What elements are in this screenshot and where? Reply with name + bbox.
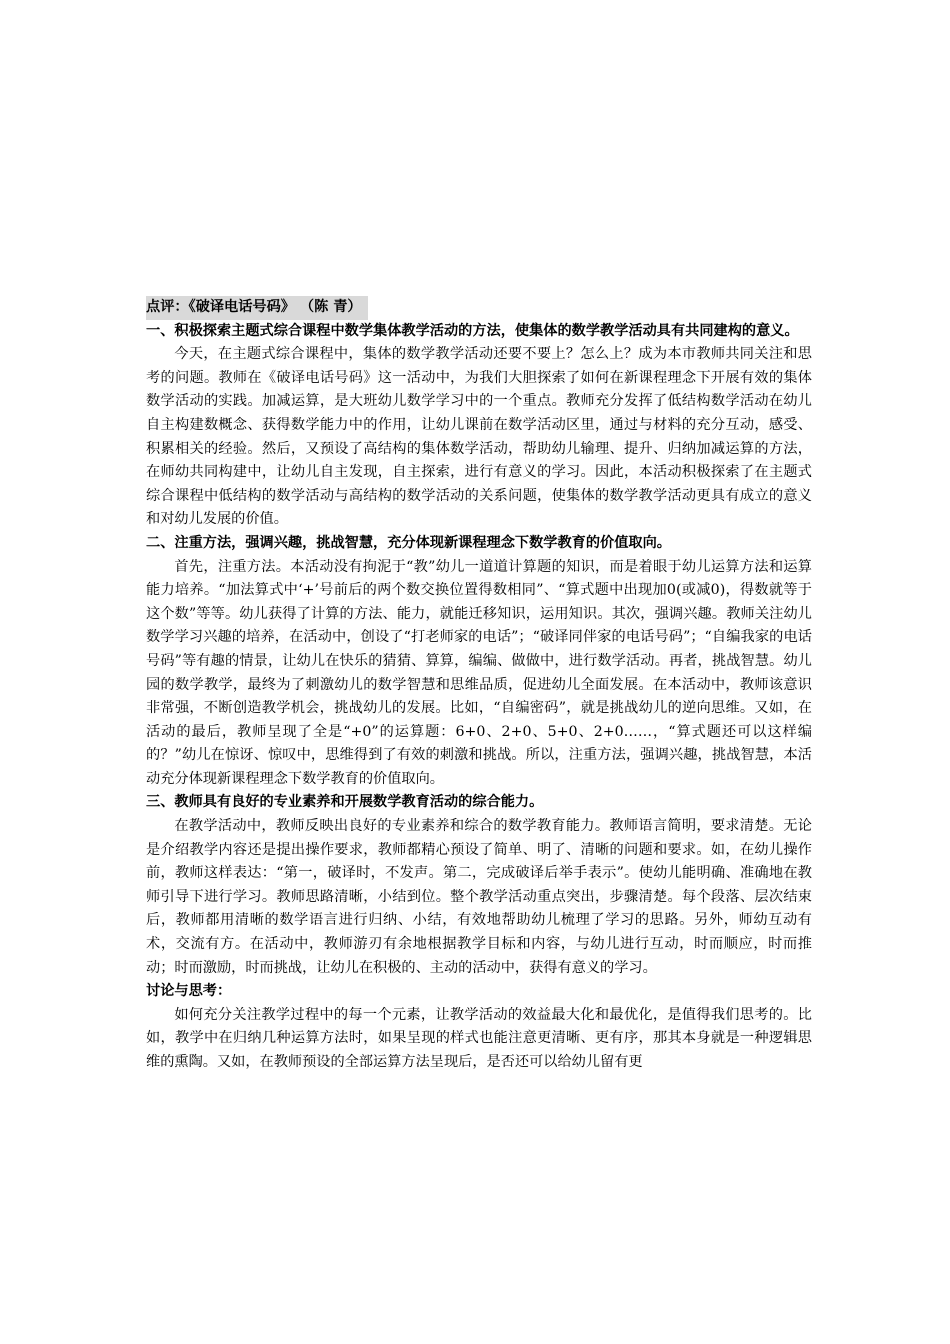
section-paragraph-3: 在教学活动中，教师反映出良好的专业素养和综合的数学教育能力。教师语言简明，要求清楚。无论是介绍教学内容还是提出操作要求，教师都精心预设了简单、明了、清晰的问题和要求。如，在幼儿操作前，教师这样表达：“第一，破译时，不发声。第二，完成破译后举手表示”。使幼儿能明确、准确地在教师引导下进行学习。教师思路清晰，小结到位。整个教学活动重点突出，步骤清楚。每个段落、层次结束后，教师都用清晰的数学语言进行归纳、小结，有效地帮助幼儿梳理了学习的思路。另外，师幼互动有术，交流有方。在活动中，教师游刃有余地根据教学目标和内容，与幼儿进行互动，时而顺应，时而推动；时而激励，时而挑战，让幼儿在积极的、主动的活动中，获得有意义的学习。 (146, 818, 812, 976)
section-heading-1: 一、积极探索主题式综合课程中数学集体教学活动的方法，使集体的数学教学活动具有共同建构的意义。 (146, 322, 799, 339)
discussion-paragraph: 如何充分关注教学过程中的每一个元素，让教学活动的效益最大化和最优化，是值得我们思考的。比如，教学中在归纳几种运算方法时，如果呈现的样式也能注意更清晰、更有序，那其本身就是一种逻辑思维的熏陶。又如，在教师预设的全部运算方法呈现后，是否还可以给幼儿留有更 (146, 1006, 812, 1070)
review-title: 点评：《破译电话号码》 （陈 青） (146, 296, 368, 320)
section-heading-3: 三、教师具有良好的专业素养和开展数学教育活动的综合能力。 (146, 794, 544, 811)
document-page (146, 296, 812, 1075)
section-paragraph-2: 首先，注重方法。本活动没有拘泥于“教”幼儿一道道计算题的知识，而是着眼于幼儿运算方法和运算能力培养。“加法算式中‘+’号前后的两个数交换位置得数相同”、“算式题中出现加0(或减0)，得数就等于这个数”等等。幼儿获得了计算的方法、能力，就能迁移知识，运用知识。其次，强调兴趣。教师关注幼儿数学学习兴趣的培养，在活动中，创设了“打老师家的电话”；“破译同伴家的电话号码”；“自编我家的电话号码”等有趣的情景，让幼儿在快乐的猜猜、算算，编编、做做中，进行数学活动。再者，挑战智慧。幼儿园的数学教学，最终为了刺激幼儿的数学智慧和思维品质，促进幼儿全面发展。在本活动中，教师该意识非常强，不断创造教学机会，挑战幼儿的发展。比如，“自编密码”，就是挑战幼儿的逆向思维。又如，在活动的最后，教师呈现了全是“+0”的运算题：6+0、2+0、5+0、2+0……，“算式题还可以这样编的？”幼儿在惊讶、惊叹中，思维得到了有效的刺激和挑战。所以，注重方法，强调兴趣，挑战智慧，本活动充分体现新课程理念下数学教育的价值取向。 (146, 558, 812, 787)
section-paragraph-1: 今天，在主题式综合课程中，集体的数学教学活动还要不要上？怎么上？成为本市教师共同关注和思考的问题。教师在《破译电话号码》这一活动中，为我们大胆探索了如何在新课程理念下开展有效的集体数学活动的实践。加减运算，是大班幼儿数学学习中的一个重点。教师充分发挥了低结构数学活动在幼儿自主构建数概念、获得数学能力中的作用，让幼儿课前在数学活动区里，通过与材料的充分互动，感受、积累相关的经验。然后，又预设了高结构的集体数学活动，帮助幼儿输理、提升、归纳加减运算的方法，在师幼共同构建中，让幼儿自主发现，自主探索，进行有意义的学习。因此，本活动积极探索了在主题式综合课程中低结构的数学活动与高结构的数学活动的关系问题，使集体的数学教学活动更具有成立的意义和对幼儿发展的价值。 (146, 346, 812, 528)
section-heading-2: 二、注重方法，强调兴趣，挑战智慧，充分体现新课程理念下数学教育的价值取向。 (146, 534, 671, 551)
discussion-label: 讨论与思考： (146, 983, 232, 1000)
